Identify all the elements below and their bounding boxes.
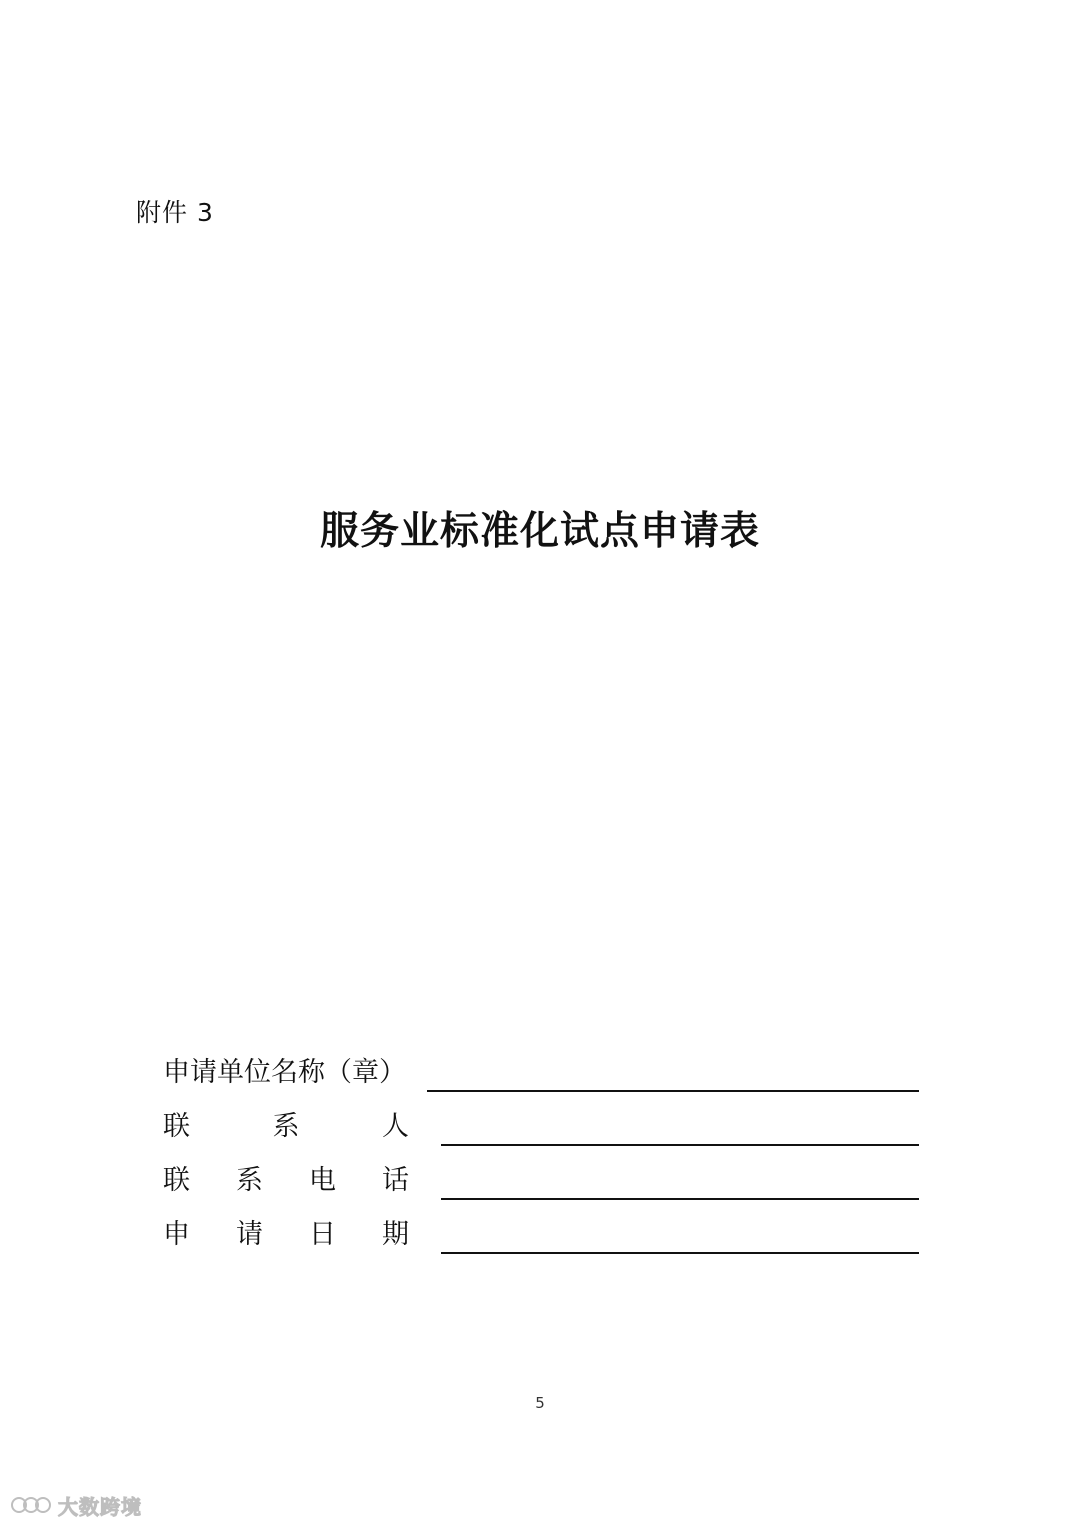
label-char: 期 [382, 1219, 409, 1250]
label-char: 申 [163, 1219, 190, 1250]
label-char: 话 [382, 1165, 409, 1196]
label-char: 人 [382, 1111, 409, 1142]
label-char: 日 [309, 1219, 336, 1250]
contact-phone-field [163, 1162, 919, 1200]
label-char: 联 [163, 1111, 190, 1142]
applicant-org-label: 申请单位名称（章） [163, 1057, 406, 1088]
contact-phone-label [163, 1162, 409, 1200]
contact-phone-line[interactable] [441, 1198, 919, 1200]
brand-logo-icon [10, 1492, 52, 1518]
label-char: 系 [236, 1165, 263, 1196]
attachment-label: 附件 3 [136, 198, 214, 227]
contact-person-line[interactable] [441, 1144, 919, 1146]
watermark [10, 1490, 142, 1520]
page-number: 5 [535, 1394, 545, 1412]
applicant-org-field [163, 1054, 919, 1092]
applicant-org-line[interactable] [427, 1090, 919, 1092]
label-char: 联 [163, 1165, 190, 1196]
application-date-field [163, 1216, 919, 1254]
label-char: 请 [236, 1219, 263, 1250]
contact-person-field [163, 1108, 919, 1146]
label-char: 系 [272, 1111, 300, 1142]
contact-person-label [163, 1108, 409, 1146]
label-char: 电 [309, 1165, 336, 1196]
application-date-label [163, 1216, 409, 1254]
watermark-text: 大数跨境 [58, 1494, 142, 1519]
application-date-line[interactable] [441, 1252, 919, 1254]
document-title: 服务业标准化试点申请表 [319, 509, 760, 554]
